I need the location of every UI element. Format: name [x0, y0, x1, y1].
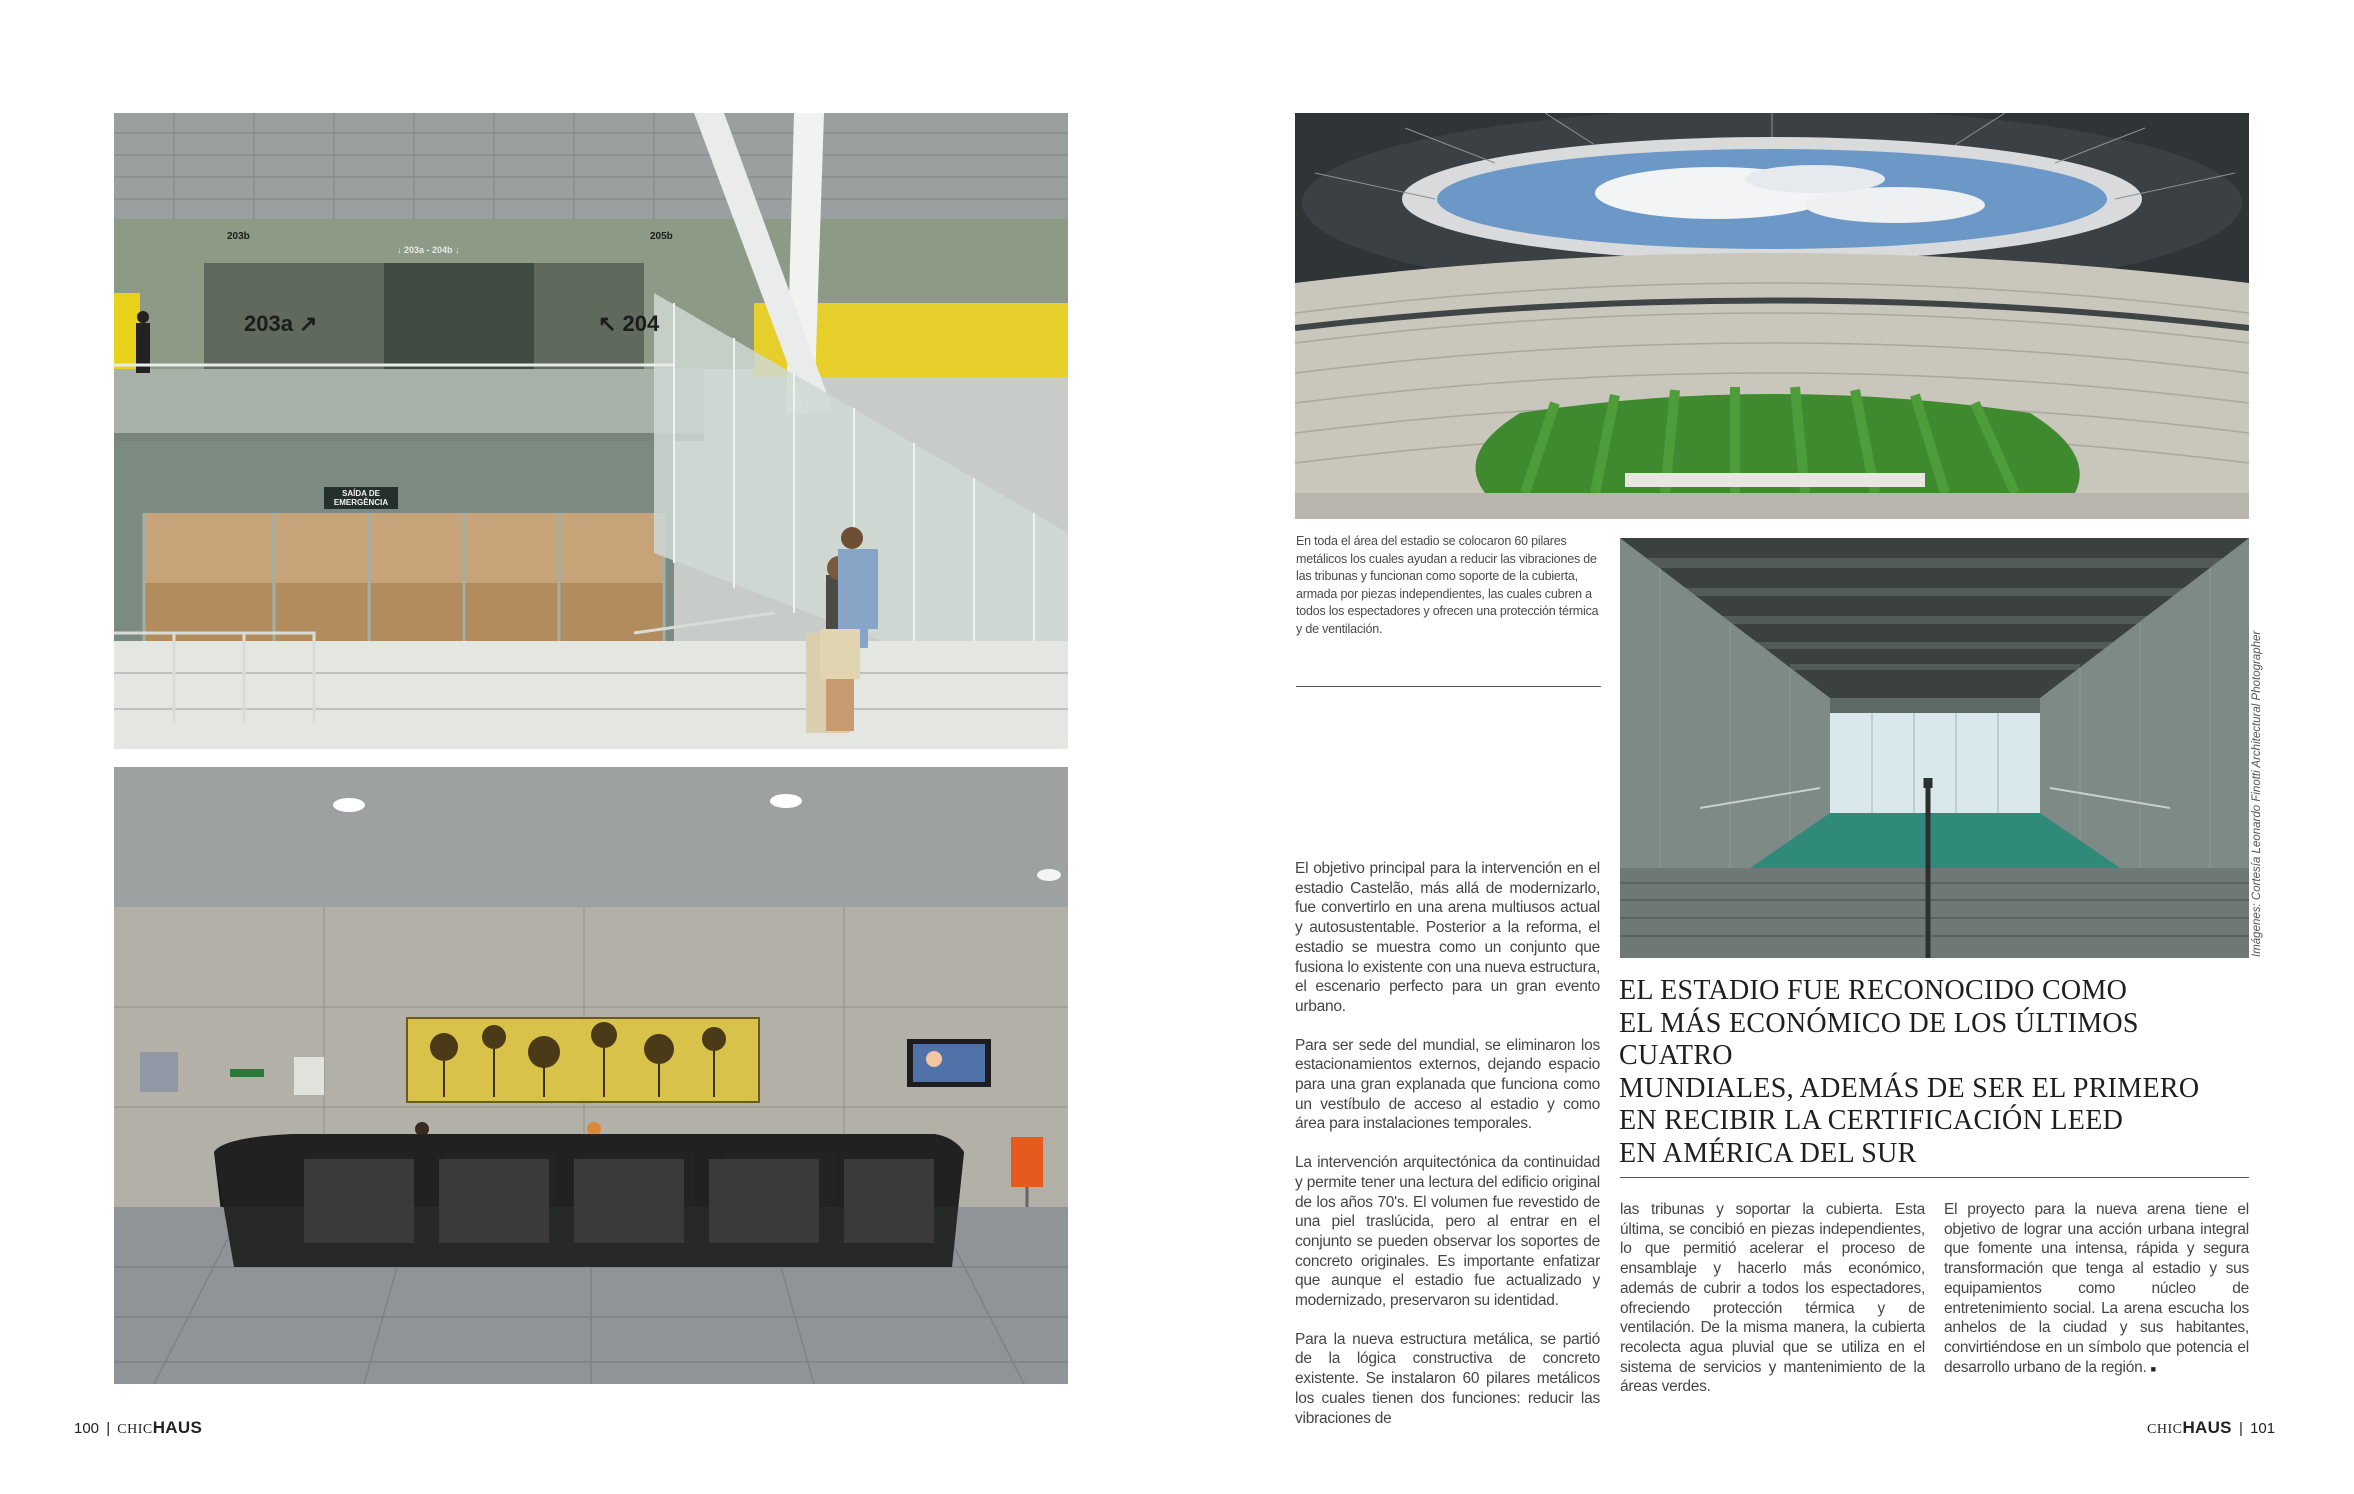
pull-quote-line-3: MUNDIALES, ADEMÁS DE SER EL PRIMERO	[1619, 1072, 2200, 1104]
body-paragraph: Para la nueva estructura metálica, se partió de la lógica constructiva de concreto existente. Se instalaron 60 pilares metálicos los cuales tienen dos funciones: reducir las vibraciones de	[1295, 1330, 1600, 1427]
sign-205b: 205b	[650, 231, 673, 242]
end-mark: ■	[2150, 1363, 2156, 1374]
sign-204: ↖ 204	[598, 311, 660, 336]
body-paragraph: las tribunas y soportar la cubierta. Esta última, se concibió en piezas independientes, lo que permitió acelerar el proceso de ensamblaje y hacerlo más económico, además de cubrir a todos los espectadores, ofreciendo protección térmica y de ventilación. De la misma manera, la cubierta recolecta agua pluvial que se utiliza en el sistema de servicios y mantenimiento de la áreas verdes.	[1620, 1201, 1925, 1396]
stadium-aerial-interior-photo	[1295, 113, 2249, 519]
sign-directions: ↓ 203a - 204b ↓	[397, 245, 460, 255]
pull-quote-line-1: EL ESTADIO FUE RECONOCIDO COMO	[1619, 975, 2128, 1006]
pull-quote-rule	[1620, 1177, 2249, 1178]
body-column-1	[1295, 859, 1600, 1447]
body-paragraph: El objetivo principal para la intervención en el estadio Castelão, más allá de modernizarlo, fue convertirlo en una arena multiusos actual y autosustentable. Posterior a la reforma, el estadio se muestra como un conjunto que fusiona lo existente con una nueva estructura, el escenario perfecto para un gran evento urbano.	[1295, 860, 1600, 1015]
reception-lobby-photo	[114, 767, 1068, 1384]
photo-caption: En toda el área del estadio se colocaron 60 pilares metálicos los cuales ayudan a reducir las vibraciones de las tribunas y funcionan como soporte de la cubierta, armada por piezas independientes, las cuales cubren a todos los espectadores y ofrecen una protección térmica y de ventilación.	[1296, 534, 1599, 636]
brand-chic: CHIC	[2147, 1422, 2183, 1437]
body-column-3	[1944, 1200, 2249, 1398]
folio-separator: |	[2239, 1420, 2243, 1437]
brand-chic: CHIC	[117, 1422, 153, 1437]
body-paragraph	[1944, 1200, 2249, 1379]
body-paragraph: La intervención arquitectónica da continuidad y permite tener una lectura del edificio original de los años 70's. El volumen fue revestido de una piel traslúcida, pero al entrar en el conjunto se pueden observar los soportes de concreto originales. Es importante enfatizar que aunque el estadio fue actualizado y modernizado, preservaron su identidad.	[1295, 1154, 1600, 1310]
closing-paragraph-text: El proyecto para la nueva arena tiene el objetivo de lograr una acción urbana integral que fomente una intensa, rápida y segura transformación que tenga al estadio y sus equipamientos como núcleo de entretenimiento social. La arena escucha los anhelos de la ciudad y sus habitantes, convirtiéndose en un símbolo que potencia el desarrollo urbano de la región.	[1944, 1201, 2249, 1376]
body-column-2	[1620, 1200, 1925, 1416]
folio-separator: |	[106, 1420, 111, 1437]
left-folio	[74, 1418, 202, 1438]
page-number-right: 101	[2250, 1420, 2276, 1437]
sign-203b: 203b	[227, 231, 250, 242]
body-paragraph: Para ser sede del mundial, se eliminaron los estacionamientos externos, dejando espacio para una gran explanada que funciona como un vestíbulo de acceso al estadio y como área para instalaciones temporales.	[1295, 1036, 1600, 1133]
pull-quote	[1619, 975, 2259, 1170]
player-tunnel-photo	[1620, 538, 2249, 958]
stadium-concourse-photo	[114, 113, 1068, 749]
caption-rule	[1296, 686, 1601, 687]
pull-quote-line-5: EN AMÉRICA DEL SUR	[1619, 1137, 1917, 1169]
sign-203a: 203a ↗	[244, 311, 318, 336]
photo-credit: Imágenes: Cortesía Leonardo Finotti Architectural Photographer	[2251, 630, 2263, 957]
exit-sign: SAÍDA DE EMERGÊNCIA	[324, 487, 398, 509]
right-folio	[2147, 1418, 2275, 1438]
pull-quote-line-2: EL MÁS ECONÓMICO DE LOS ÚLTIMOS CUATRO	[1619, 1007, 2139, 1071]
brand-haus: HAUS	[152, 1418, 203, 1437]
brand-haus: HAUS	[2182, 1418, 2232, 1437]
pull-quote-line-4: EN RECIBIR LA CERTIFICACIÓN LEED	[1619, 1105, 2124, 1136]
page-number-left: 100	[74, 1420, 100, 1437]
